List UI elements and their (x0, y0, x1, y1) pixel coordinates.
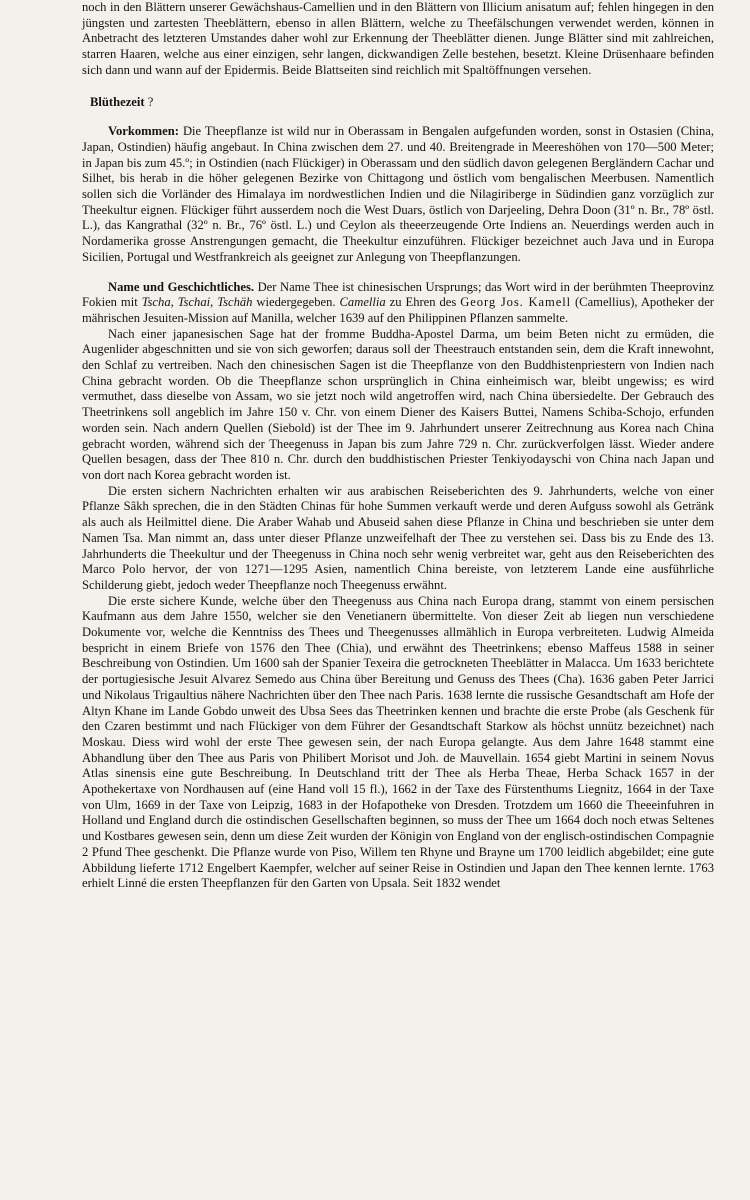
vorkommen-text: Die Theepflanze ist wild nur in Oberassam in Bengalen aufgefunden worden, sonst in Ostasien (China, Japan, Ostindien) häufig angebaut. In China zwischen dem 27. und 40. Breitengrade in Meereshöhen von 170—500 Meter; in Japan bis zum 45.º; in Ostindien (nach Flückiger) in Oberassam und den südlich davon gelegenen Bergländern Cachar und Silhet, bis herab in die höher gelegenen Bezirke von Chittagong und östlich vom bengalischen Meerbusen. Namentlich sollen sich die Vorländer des Himalaya im nordwestlichen Indien und die Nilagiriberge in Südindien ganz vorzüglich zur Theekultur eignen. Flückiger führt ausserdem noch die West Duars, östlich von Darjeeling, Dehra Doon (31º n. Br., 78º östl. L.), das Kangrathal (32º n. Br., 76º östl. L.) und Ceylon als theeerzeugende Orte Indiens an. Neuerdings werden auch in Nordamerika grosse Anstrengungen gemacht, die Theekultur einzuführen. Flückiger bezeichnet auch Java und in Europa Sicilien, Portugal und Westfrankreich als geeignet zur Anlegung von Theepflanzungen. (82, 124, 714, 264)
vorkommen-heading: Vorkommen: (108, 124, 179, 139)
bluethezeit-heading: Blüthezeit (90, 94, 145, 109)
bluethezeit-value: ? (147, 94, 154, 109)
geschichte-p1-names: Tscha, Tschai, Tschäh (141, 295, 253, 310)
geschichte-p1-c: zu Ehren des (389, 295, 457, 310)
geschichte-p1-genus: Camellia (339, 295, 386, 310)
intro-paragraph: noch in den Blättern unserer Gewächshaus-Camellien und in den Blättern von Illicium anisatum auf; fehlen hingegen in den jüngsten und zartesten Theeblättern, ebenso in allen Blättern, welche zu Theefälschungen verwendet werden, können in Anbetracht des letzteren Umstandes daher wohl zur Erkennung der Theeblätter dienen. Junge Blätter sind mit zahlreichen, starren Haaren, welche aus einer einzigen, sehr langen, dickwandigen Zelle bestehen, besetzt. Kleine Drüsenhaare befinden sich dann und wann auf der Epidermis. Beide Blattseiten sind reichlich mit Spaltöffnungen versehen. (82, 0, 714, 77)
geschichte-p1-b: wiedergegeben. (256, 295, 336, 310)
geschichte-paragraph-3: Die ersten sichern Nachrichten erhalten wir aus arabischen Reiseberichten des 9. Jahrhunderts, welche von einer Pflanze Sâkh sprechen, die in den Städten Chinas für hohe Summen verkauft werde und deren Aufguss sowohl als Getränk als auch als Heilmittel diene. Die Araber Wahab und Abuseid sahen diese Pflanze in China und beschrieben sie unter dem Namen Tsa. Man nimmt an, dass unter dieser Pflanze unzweifelhaft der Thee zu verstehen sei. Dass bis zu Ende des 13. Jahrhunderts die Theekultur und der Theegenuss in China noch sehr wenig verbreitet war, geht aus den Reiseberichten des Marco Polo hervor, der von 1271—1295 Asien, namentlich China bereiste, von letzterem Lande eine ausführliche Schilderung giebt, jedoch weder Theepflanze noch Theegenuss erwähnt. (82, 483, 714, 592)
bluethezeit-line (82, 95, 714, 111)
geschichte-heading: Name und Geschichtliches. (108, 279, 254, 294)
geschichte-p1-d: (Camellius), Apotheker der mährischen Jesuiten-Mission auf Manilla, welcher 1639 auf den Philippinen Pflanzen sammelte. (82, 295, 715, 325)
geschichte-p1-a: Der Name Thee ist chinesischen Ursprungs; das Wort wird in der berühmten Theeprovinz Fokien mit (82, 279, 714, 310)
vorkommen-paragraph (82, 124, 714, 265)
geschichte-p1-person: Georg Jos. Kamell (460, 295, 572, 310)
geschichte-paragraph-2: Nach einer japanesischen Sage hat der fromme Buddha-Apostel Darma, um beim Beten nicht zu ermüden, die Augenlider abgeschnitten und sie von sich geworfen; daraus soll der Theestrauch entstanden sein, dem die Kraft innewohnt, den Schlaf zu vertreiben. Nach den chinesischen Sagen ist die Theepflanze von den Buddhistenpriestern von Indien nach China gebracht worden. Ob die Theepflanze schon ursprünglich in China einheimisch war, bleibt ungewiss; es wird vermuthet, dass dieselbe von Assam, wo sie jetzt noch wild angetroffen wird, nach China übersiedelte. Der Gebrauch des Theetrinkens soll angeblich im Jahre 150 v. Chr. von einem Diener des Kaisers Buttei, Namens Schiba-Schojo, erfunden worden sein. Nach andern Quellen (Siebold) ist der Thee im 9. Jahrhundert unserer Zeitrechnung aus Korea nach China gebracht worden, während sich der Theegenuss in Japan bis zum Jahre 729 n. Chr. zurückverfolgen lässt. Wieder andere Quellen besagen, dass der Thee 810 n. Chr. durch den buddhistischen Priester Tenkiyodayschi von China nach Japan und von dort nach Korea gebracht worden ist. (82, 326, 714, 482)
geschichte-paragraph-4: Die erste sichere Kunde, welche über den Theegenuss aus China nach Europa drang, stammt von einem persischen Kaufmann aus dem Jahre 1550, welcher sie den Venetianern übermittelte. Von dieser Zeit ab liegen nun verschiedene Dokumente vor, welche die Kenntniss des Thees und Theegenusses allmählich in Europa verbreiteten. Ludwig Almeida bespricht in einem Briefe von 1576 den Thee (Chia), und erwähnt des Theetrinkens; ebenso Maffeus 1588 in seiner Beschreibung von Ostindien. Um 1600 sah der Spanier Texeira die getrockneten Theeblätter in Malacca. Um 1633 berichtete der portugiesische Jesuit Alvarez Semedo aus China über Bereitung und Genuss des Thees (Cha). 1636 gaben Peter Jarrici und Nikolaus Trigaultius nähere Nachrichten über den Thee nach Paris. 1638 lernte die russische Gesandtschaft am Hofe der Altyn Khane im Lande Gobdo unweit des Ubsa Sees das Theetrinken kennen und brachte die erste Probe (als Geschenk für den Czaren bestimmt und nach Flückiger von dem Führer der Gesandtschaft Starkow als höchst unnütz bezeichnet) nach Moskau. Diess wird wohl der erste Thee gewesen sein, der nach Europa gelangte. Aus dem Jahre 1648 stammt eine Abhandlung über den Thee aus Paris von Philibert Morisot und Joh. de Mauvellain. 1654 giebt Martini in seinem Novus Atlas sinensis eine gute Beschreibung. In Deutschland tritt der Thee als Herba Theae, Herba Schack 1657 in der Apothekertaxe von Nordhausen auf (eine Hand voll 15 fl.), 1662 in der Taxe des Fürstenthums Liegnitz, 1664 in der Taxe von Ulm, 1669 in der Taxe von Leipzig, 1683 in der Hofapotheke von Dresden. Trotzdem um 1660 die Theeeinfuhren in Holland und England durch die ostindischen Gesellschaften beginnen, so muss der Thee um 1664 doch noch etwas Seltenes und Kostbares gewesen sein, denn um diese Zeit wurden der Königin von England von der englisch-ostindischen Compagnie 2 Pfund Thee geschenkt. Die Pflanze wurde von Piso, Willem ten Rhyne und Brayne um 1700 leidlich abgebildet; eine gute Abbildung lieferte 1712 Engelbert Kaempfer, welcher auf seiner Reise in Ostindien und Japan den Thee kennen lernte. 1763 erhielt Linné die ersten Theepflanzen für den Garten von Upsala. Seit 1832 wendet (82, 593, 714, 891)
geschichte-paragraph-1 (82, 280, 714, 327)
